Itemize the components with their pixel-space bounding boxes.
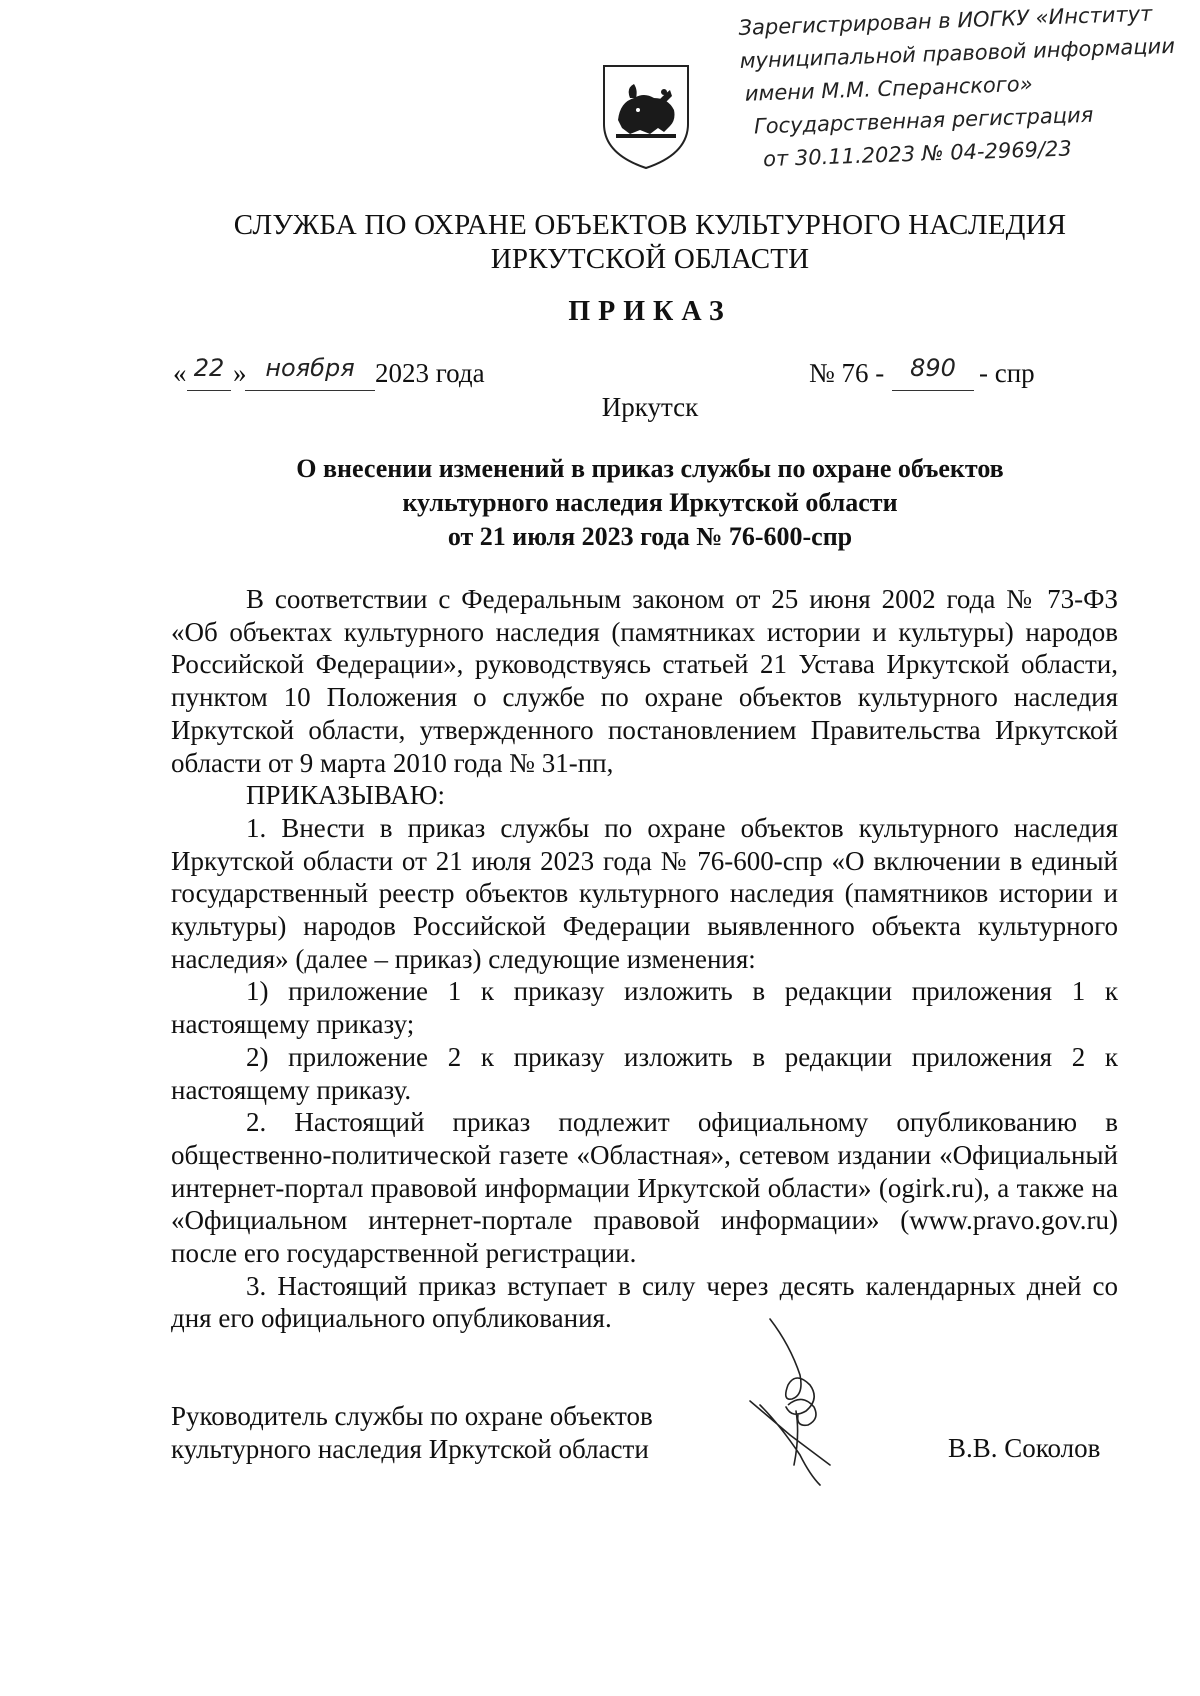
- signer-position-line: Руководитель службы по охране объектов: [171, 1401, 653, 1431]
- order-number-suffix: - спр: [979, 358, 1035, 388]
- title-line: от 21 июля 2023 года № 76-600-спр: [447, 522, 853, 551]
- date-day-value: 22: [193, 354, 225, 382]
- signer-position-line: культурного наследия Иркутской области: [171, 1434, 649, 1464]
- order-number-prefix: № 76 -: [809, 358, 885, 388]
- date-month-field: [245, 354, 375, 391]
- registration-note-line: муниципальной правовой информации: [739, 33, 1176, 73]
- signer-position: [171, 1400, 653, 1466]
- title-line: культурного наследия Иркутской области: [402, 488, 898, 517]
- date-year-text: 2023 года: [375, 358, 485, 388]
- date-close-quote: »: [233, 358, 247, 388]
- date-month-value: ноября: [265, 354, 355, 382]
- registration-handwritten-note: [738, 0, 1193, 177]
- date-open-quote: «: [173, 358, 187, 388]
- city-label: Иркутск: [601, 392, 699, 422]
- registration-note-line: от 30.11.2023 № 04-2969/23: [762, 136, 1073, 172]
- preamble-paragraph: В соответствии с Федеральным законом от 25 июня 2002 года № 73-ФЗ «Об объектах культурного наследия (памятниках истории и культуры) народов Российской Федерации», руководствуясь статьей 21 Устава Иркутской области, пунктом 10 Положения о службе по охране объектов культурного наследия Иркутской области, утвержденного постановлением Правительства Иркутской области от 9 марта 2010 года № 31-пп,: [171, 584, 1118, 778]
- irkutsk-coat-of-arms-icon: [600, 62, 692, 172]
- clause-1-paragraph: 1. Внести в приказ службы по охране объектов культурного наследия Иркутской области от 21 июля 2023 года № 76-600-спр «О включении в единый государственный реестр объектов культурного наследия (памятников истории и культуры) народов Российской Федерации выявленного объекта культурного наследия» (далее – приказ) следующие изменения:: [171, 812, 1118, 974]
- title-line: О внесении изменений в приказ службы по охране объектов: [296, 454, 1004, 483]
- registration-note-line: имени М.М. Сперанского»: [744, 71, 1033, 106]
- document-type-heading: ПРИКАЗ: [568, 296, 732, 327]
- organization-name-line1: СЛУЖБА ПО ОХРАНЕ ОБЪЕКТОВ КУЛЬТУРНОГО НАСЛЕДИЯ: [233, 209, 1067, 241]
- clause-1-2-paragraph: 2) приложение 2 к приказу изложить в редакции приложения 2 к настоящему приказу.: [171, 1041, 1118, 1105]
- order-number-field: [892, 354, 974, 391]
- organization-name-line2: ИРКУТСКОЙ ОБЛАСТИ: [490, 243, 810, 275]
- handwritten-signature: [730, 1315, 860, 1490]
- date-day-field: [187, 354, 231, 391]
- clause-3-paragraph: 3. Настоящий приказ вступает в силу через десять календарных дней со дня его официального опубликования.: [171, 1270, 1118, 1334]
- registration-note-line: Государственная регистрация: [753, 102, 1094, 139]
- clause-2-paragraph: 2. Настоящий приказ подлежит официальному опубликованию в общественно-политической газете «Областная», сетевом издании «Официальный интернет-портал правовой информации Иркутской области» (ogirk.ru), а также на «Официальном интернет-портале правовой информации» (www.pravo.gov.ru) после его государственной регистрации.: [171, 1107, 1118, 1269]
- document-title: [120, 452, 1180, 554]
- date-number-line: [173, 354, 1093, 394]
- signer-name: В.В. Соколов: [948, 1433, 1101, 1463]
- registration-note-line: Зарегистрирован в ИОГКУ «Институт: [738, 1, 1153, 40]
- order-number-value: 890: [910, 354, 956, 382]
- order-word-paragraph: ПРИКАЗЫВАЮ:: [246, 780, 445, 811]
- document-body: [171, 583, 1118, 1335]
- clause-1-1-paragraph: 1) приложение 1 к приказу изложить в редакции приложения 1 к настоящему приказу;: [171, 976, 1118, 1040]
